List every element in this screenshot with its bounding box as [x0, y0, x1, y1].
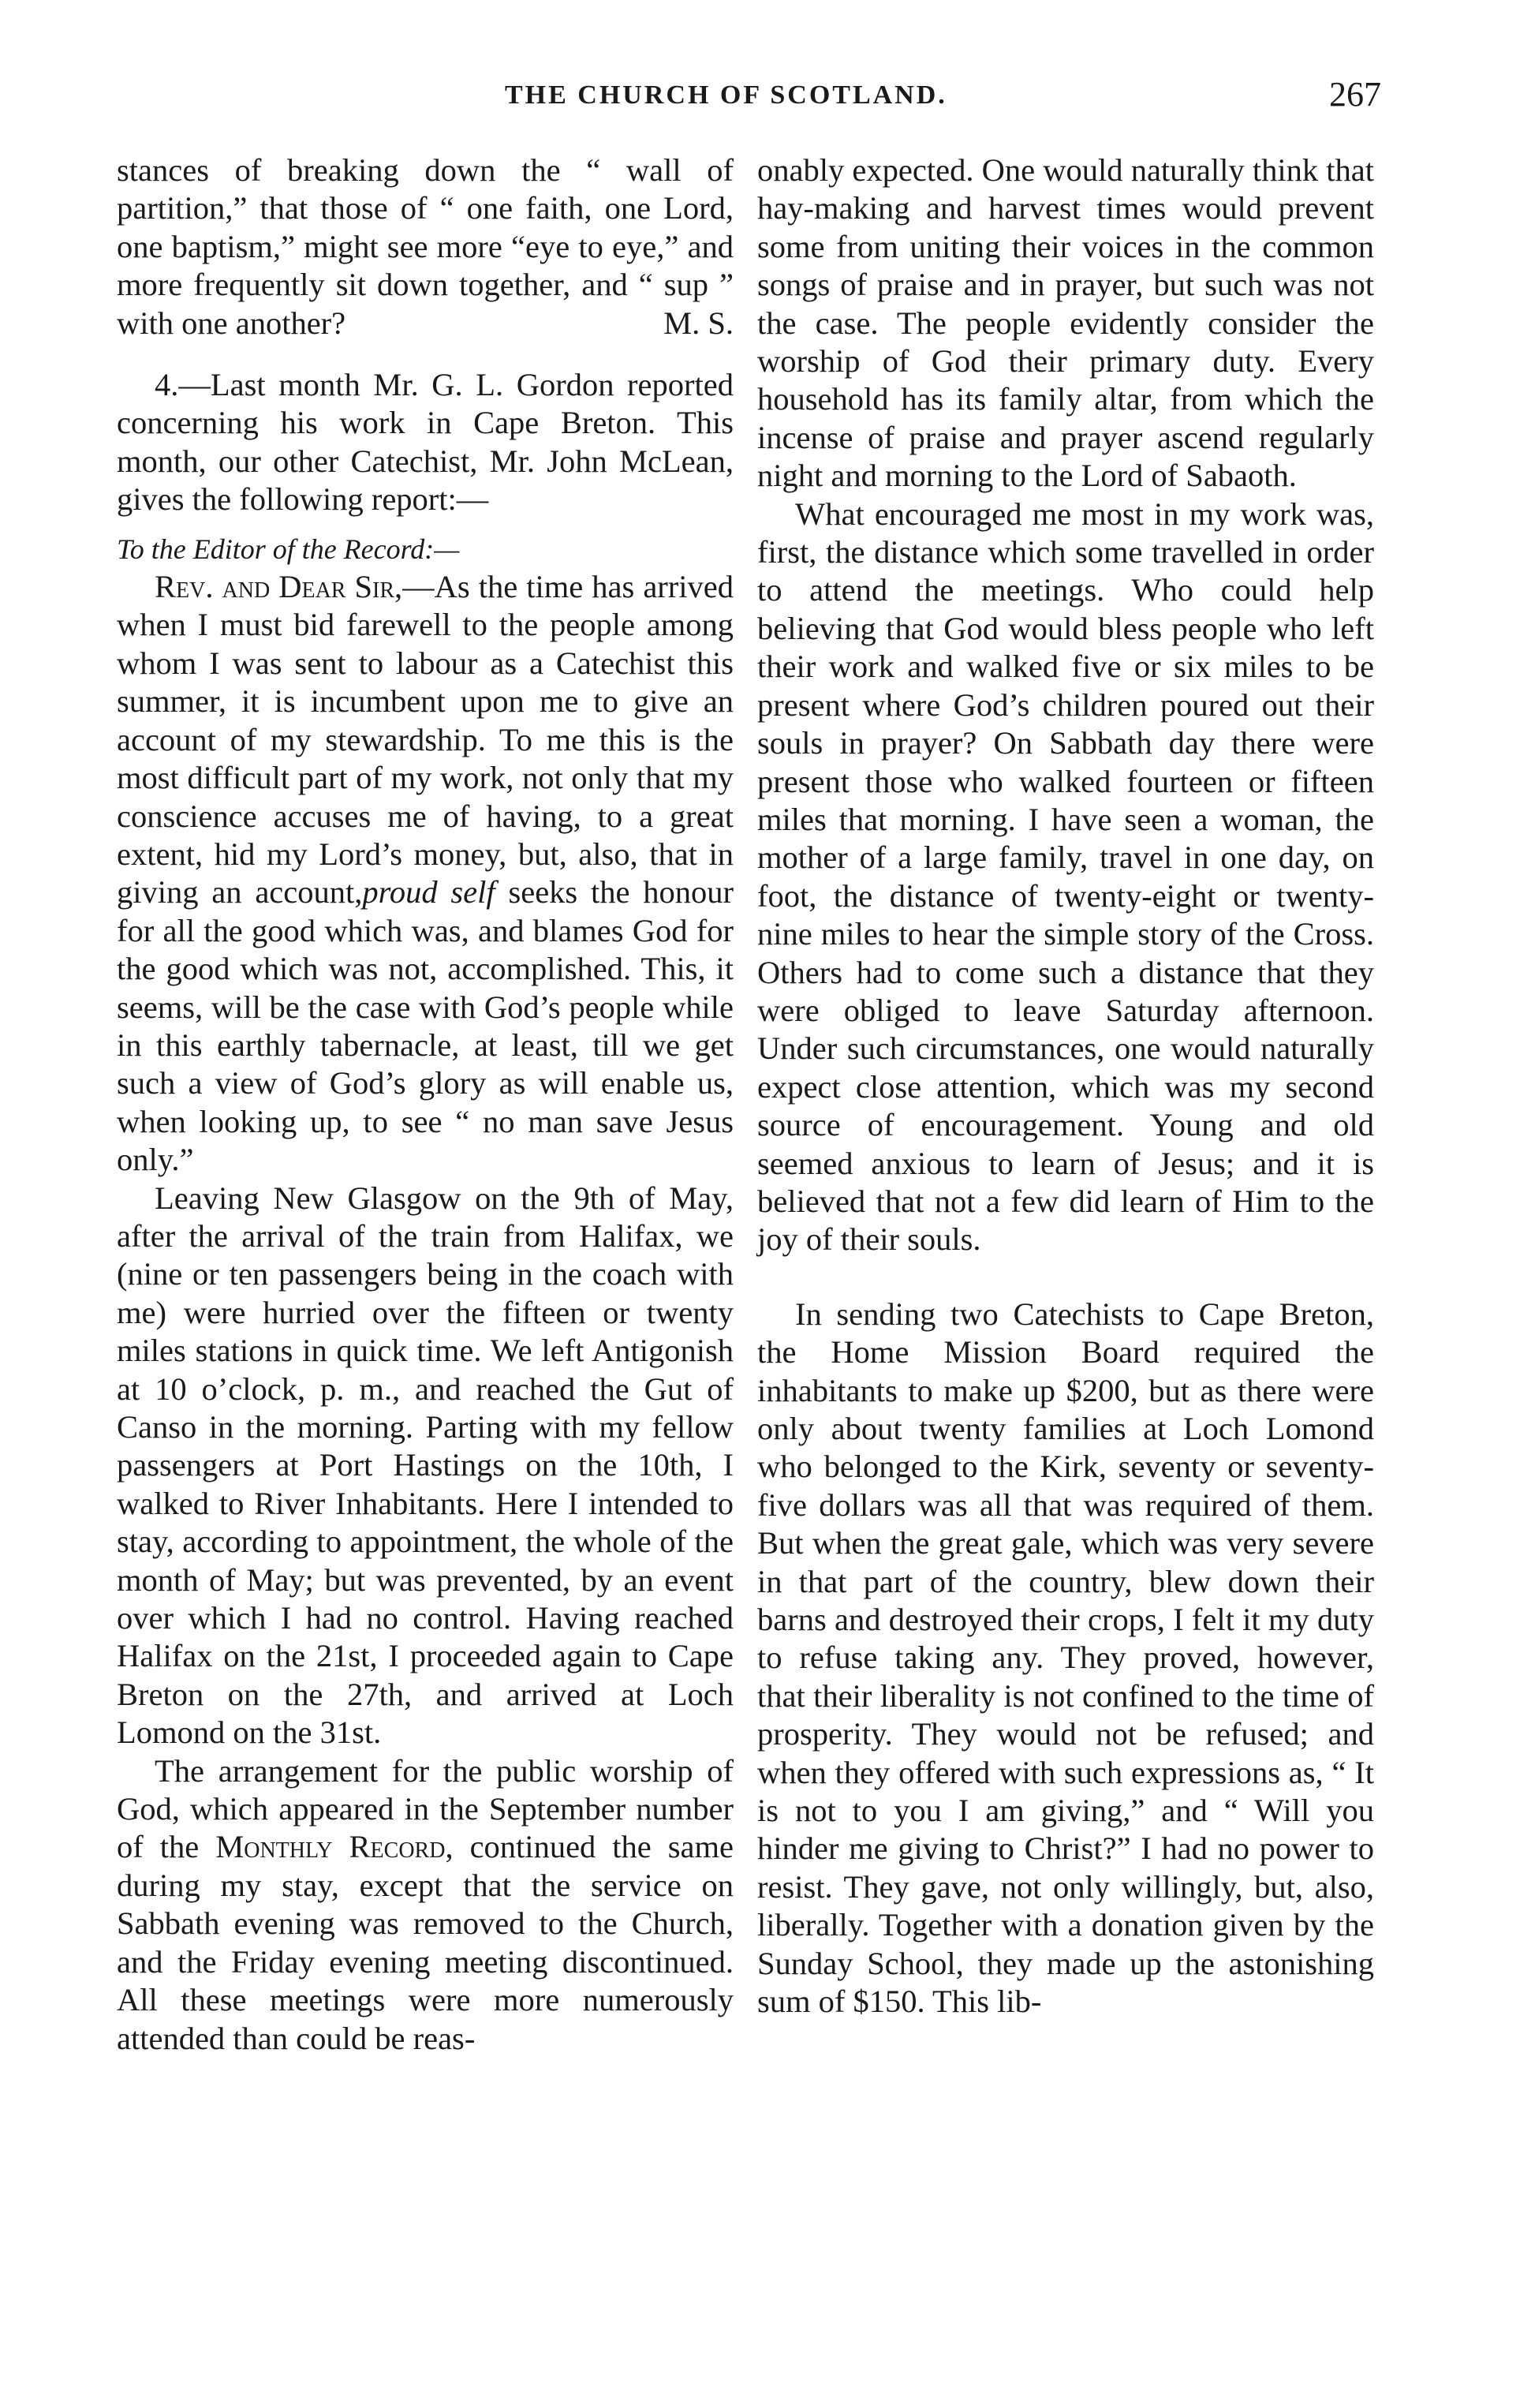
paragraph-arrangement: [117, 1752, 734, 2058]
paragraph-text: , continued the same during my stay, except that the service on Sabbath evening was removed to the Church, and the Friday evening meeting discontinued. All these meetings were more numerously attended than could be reas-: [117, 1829, 734, 2056]
italic-phrase: proud self: [362, 874, 495, 910]
paragraph-liberality: In sending two Catechists to Cape Breton, the Home Mission Board required the inhabitants to make up $200, but as there were only about twenty families at Loch Lomond who belonged to the Kirk, seventy or seventy-five dollars was all that was required of them. But when the great gale, which was very severe in that part of the country, blew down their barns and destroyed their crops, I felt it my duty to refuse taking any. They proved, however, that their liberality is not confined to the time of prosperity. They would not be refused; and when they offered with such expressions as, “ It is not to you I am giving,” and “ Will you hinder me giving to Christ?” I had no power to resist. They gave, not only willingly, but, also, liberally. Together with a donation given by the Sunday School, they made up the astonishing sum of $150. This lib-: [757, 1296, 1374, 2020]
publication-name: Monthly Record: [215, 1829, 446, 1865]
paragraph-continuation: onably expected. One would naturally think that hay-making and harvest times would prevent some from uniting their voices in the common songs of praise and in prayer, but such was not the case. The people evidently consider the worship of God their primary duty. Every household has its family altar, from which the incense of praise and prayer ascend regularly night and morning to the Lord of Sabaoth.: [757, 152, 1374, 494]
signature: M. S.: [663, 305, 734, 341]
paragraph-encouragement: What encouraged me most in my work was, first, the distance which some travelled in order to attend the meetings. Who could help believing that God would bless people who left their work and walked five or six miles to be present where God’s children poured out their souls in prayer? On Sabbath day there were present those who walked fourteen or fifteen miles that morning. I have seen a woman, the mother of a large family, travel in one day, on foot, the distance of twenty-eight or twenty-nine miles to hear the simple story of the Cross. Others had to come such a distance that they were obliged to leave Saturday afternoon. Under such circumstances, one would naturally expect close attention, which was my second source of encouragement. Young and old seemed anxious to learn of Jesus; and it is believed that not a few did learn of Him to the joy of their souls.: [757, 495, 1374, 1258]
paragraph-text: —As the time has arrived when I must bid farewell to the people among whom I was sent to labour as a Catechist this summer, it is incumbent upon me to give an account of my stewardship. To me this is the most difficult part of my work, not only that my conscience accuses me of having, to a great extent, hid my Lord’s money, but, also, that in giving an account,: [117, 569, 734, 910]
paragraph-text: stances of breaking down the “ wall of partition,” that those of “ one faith, one Lord, one baptism,” might see more “eye to eye,” and more frequently sit down together, and “ sup ” with one another?: [117, 152, 734, 341]
salutation: To the Editor of the Record:—: [117, 533, 460, 565]
paragraph-letter-opening: [117, 568, 734, 1180]
paragraph-text: seeks the honour for all the good which was, and blames God for the good which was not, accomplished. This, it seems, will be the case with God’s people while in this earthly tabernacle, at least, till we get such a view of God’s glory as will enable us, when looking up, to see “ no man save Jesus only.”: [117, 874, 734, 1178]
letter-greeting: Rev. and Dear Sir,: [155, 569, 403, 605]
paragraph-journey: Leaving New Glasgow on the 9th of May, after the arrival of the train from Halifax, we (nine or ten passengers being in the coach with me) were hurried over the fifteen or twenty miles stations in quick time. We left Antigonish at 10 o’clock, p. m., and reached the Gut of Canso in the morning. Parting with my fellow passengers at Port Hastings on the 10th, I walked to River Inhabitants. Here I intended to stay, according to appointment, the whole of the month of May; but was prevented, by an event over which I had no control. Having reached Halifax on the 21st, I proceeded again to Cape Breton on the 27th, and arrived at Loch Lomond on the 31st.: [117, 1180, 734, 1751]
page-number: 267: [1329, 75, 1381, 114]
paragraph-text: The arrangement for the public worship of God, which appeared in the September number of the: [117, 1752, 734, 1865]
left-column: [117, 151, 734, 2058]
running-title: THE CHURCH OF SCOTLAND.: [505, 80, 947, 110]
running-header: [0, 73, 1520, 120]
paragraph-editor-intro: 4.—Last month Mr. G. L. Gordon reported concerning his work in Cape Breton. This month, our other Catechist, Mr. John McLean, gives the following report:—: [117, 367, 734, 518]
paragraph-continuation: [117, 151, 734, 342]
right-column: [757, 151, 1374, 2021]
